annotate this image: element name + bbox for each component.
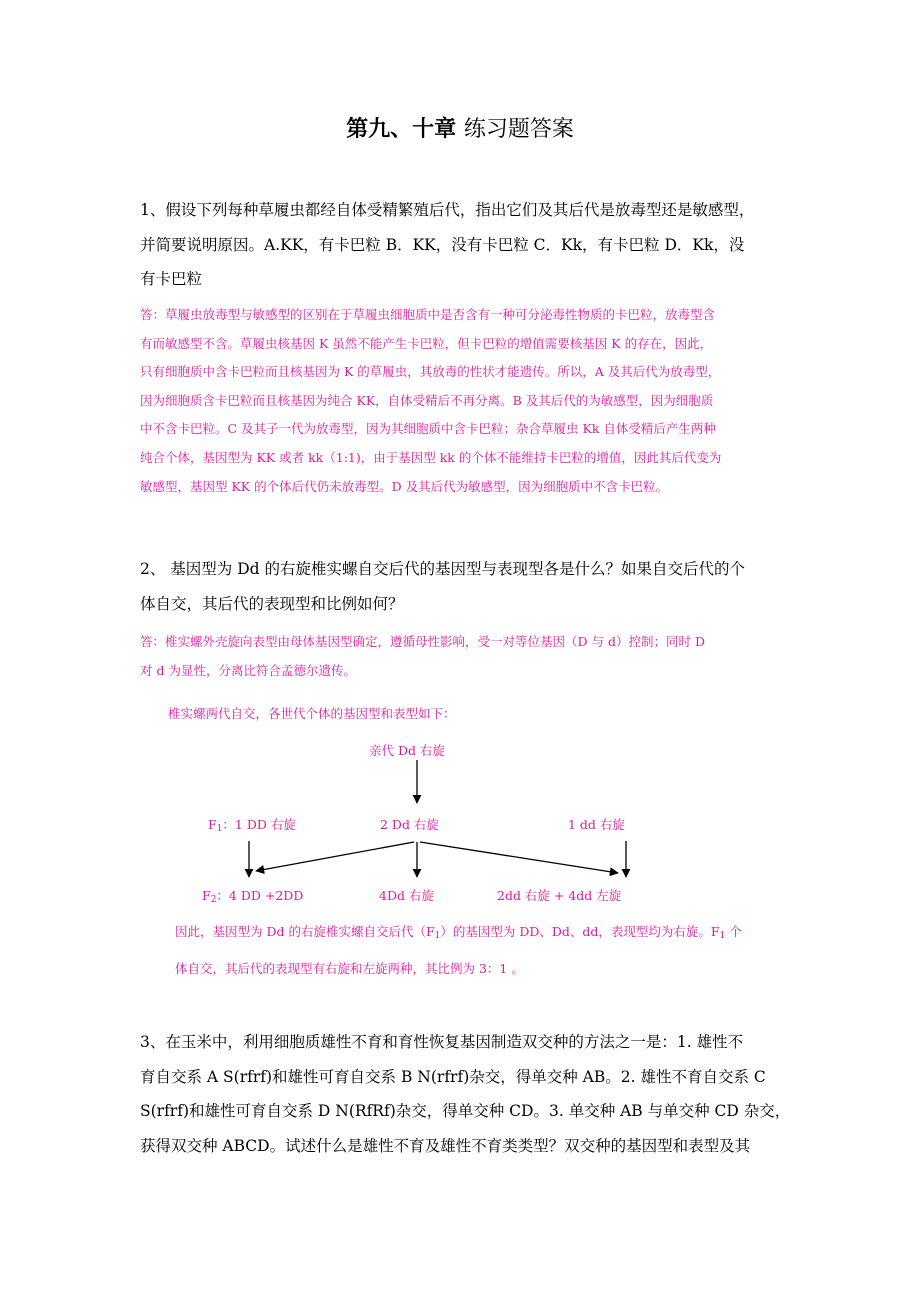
answer-2 [140, 628, 782, 685]
conclusion-text-a: 因此，基因型为 Dd 的右旋椎实螺自交后代（F [175, 924, 435, 939]
question-1-line: 1、假设下列每种草履虫都经自体受精繁殖后代，指出它们及其后代是放毒型还是敏感型， [140, 201, 755, 219]
question-2 [140, 552, 782, 621]
f1-prefix: F [208, 817, 217, 832]
conclusion-line-2: 体自交，其后代的表现型有右旋和左旋两种，其比例为 3：1 。 [175, 961, 524, 976]
answer-1-line: 因为细胞质含卡巴粒而且核基因为纯合 KK，自体受精后不再分离。B 及其后代的为敏感型，因为细胞质 [140, 392, 714, 408]
question-1 [140, 193, 782, 297]
question-3 [140, 1025, 791, 1163]
conclusion-sub-2: 1 [719, 931, 726, 941]
question-1-line: 有卡巴粒 [140, 270, 203, 288]
diagram-f2-label [202, 886, 303, 905]
diagram-f1-label [208, 815, 296, 834]
f2-first: ：4 DD +2DD [216, 888, 304, 903]
diagram-f1-right: 1 dd 右旋 [568, 817, 625, 832]
question-3-line: 获得双交种 ABCD。试述什么是雄性不育及雄性不育类类型？双交种的基因型和表型及其 [140, 1136, 751, 1155]
answer-1-line: 答：草履虫放毒型与敏感型的区别在于草履虫细胞质中是否含有一种可分泌毒性物质的卡巴粒，放毒型含 [140, 307, 716, 322]
f2-subscript: 2 [210, 895, 217, 905]
title-sub: 练习题答案 [463, 117, 574, 142]
answer-2-intro: 椎实螺两代自交，各世代个体的基因型和表型如下： [168, 706, 456, 721]
diagram-f1-mid: 2 Dd 右旋 [380, 817, 439, 832]
answer-2-line: 对 d 为显性，分离比符合孟德尔遗传。 [140, 662, 356, 678]
answer-1 [140, 301, 782, 501]
f2-prefix: F [202, 888, 211, 903]
question-1-line: 并简要说明原因。A.KK，有卡巴粒 B．KK，没有卡巴粒 C．Kk，有卡巴粒 D．Kk，没 [140, 235, 745, 254]
question-2-line: 体自交，其后代的表现型和比例如何？ [140, 594, 404, 613]
answer-2-line: 答：椎实螺外壳旋向表型由母体基因型确定，遵循母性影响，受一对等位基因（D 与 d）控制；同时 D [140, 634, 705, 649]
question-3-line: S(rfrf)和雄性可育自交系 D N(RfRf)杂交，得单交种 CD。3. 单交种 AB 与单交种 CD 杂交， [140, 1102, 791, 1120]
conclusion-line-1 [175, 922, 742, 941]
f1-subscript: 1 [216, 824, 223, 834]
question-3-line: 育自交系 A S(rfrf)和雄性可育自交系 B N(rfrf)杂交，得单交种 AB。2. 雄性不育自交系 C [140, 1067, 766, 1086]
diagram-f2-right: 2dd 右旋 + 4dd 左旋 [497, 888, 622, 903]
diagram-parent: 亲代 Dd 右旋 [369, 743, 445, 758]
answer-1-line: 中不含卡巴粒。C 及其子一代为放毒型，因为其细胞质中含卡巴粒；杂合草履虫 Kk 自体受精后产生两种 [140, 421, 716, 437]
conclusion-sub-1: 1 [434, 931, 441, 941]
answer-1-line: 只有细胞质中含卡巴粒而且核基因为 K 的草履虫，其放毒的性状才能遗传。所以，A 及其后代为放毒型， [140, 364, 721, 380]
answer-1-line: 有而敏感型不含。草履虫核基因 K 虽然不能产生卡巴粒，但卡巴粒的增值需要核基因 K 的存在，因此， [140, 335, 713, 351]
answer-1-line: 敏感型，基因型 KK 的个体后代仍未放毒型。D 及其后代为敏感型，因为细胞质中不含卡巴粒。 [140, 478, 669, 494]
arrow-mid-to-right [420, 842, 618, 873]
arrow-mid-to-left [256, 842, 414, 871]
conclusion-text-b: ）的基因型为 DD、Dd、dd，表现型均为右旋。F [440, 924, 720, 939]
question-2-line: 2、 基因型为 Dd 的右旋椎实螺自交后代的基因型与表现型各是什么？如果自交后代的个 [140, 560, 745, 578]
title-main: 第九、十章 [346, 117, 457, 142]
conclusion-text-c: 个 [725, 924, 742, 939]
diagram-f2-mid: 4Dd 右旋 [379, 888, 434, 903]
f1-first: ：1 DD 右旋 [222, 817, 296, 832]
question-3-line: 3、在玉米中，利用细胞质雄性不育和育性恢复基因制造双交种的方法之一是：1. 雄性不 [140, 1033, 744, 1051]
page-title [0, 112, 920, 143]
answer-1-line: 纯合个体，基因型为 KK 或者 kk（1:1)，由于基因型 kk 的个体不能维持卡巴粒的增值，因此其后代变为 [140, 449, 722, 465]
